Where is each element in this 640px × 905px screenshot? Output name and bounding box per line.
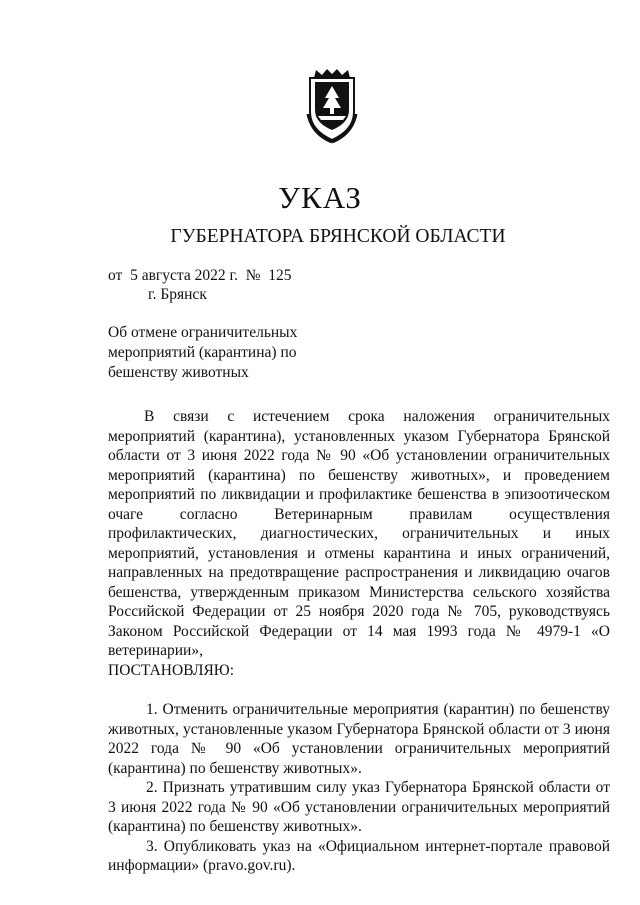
date-number-line: от 5 августа 2022 г. № 125	[108, 267, 292, 284]
coat-of-arms-icon	[302, 68, 362, 144]
document-body	[108, 407, 610, 876]
document-subtitle: ГУБЕРНАТОРА БРЯНСКОЙ ОБЛАСТИ	[170, 226, 506, 247]
decree-item-2: 2. Признать утратившим силу указ Губернатора Брянской области от 3 июня 2022 года № 90 «Об установлении ограничительных мероприятий (карантина) по бешенству животных».	[108, 779, 610, 835]
decree-word: ПОСТАНОВЛЯЮ:	[108, 661, 235, 679]
decree-item-3: 3. Опубликовать указ на «Официальном интернет-портале правовой информации» (pravo.gov.ru).	[108, 837, 610, 874]
city-line: г. Брянск	[148, 286, 207, 303]
document-meta	[108, 266, 292, 304]
document-subject: Об отмене ограничительных мероприятий (карантина) по бешенству животных	[108, 324, 298, 381]
document-title: УКАЗ	[278, 180, 362, 215]
preamble-paragraph: В связи с истечением срока наложения ограничительных мероприятий (карантина), установленных указом Губернатора Брянской области от 3 июня 2022 года № 90 «Об установлении ограничительных мероприятий (карантина) по бешенству животных», и проведением мероприятий по ликвидации и профилактике бешенства в эпизоотическом очаге согласно Ветеринарным правилам осуществления профилактических, диагностических, ограничительных и иных мероприятий, установления и отмены карантина и иных ограничений, направленных на предотвращение распространения и ликвидацию очагов бешенства, утвержденным приказом Министерства сельского хозяйства Российской Федерации от 25 ноября 2020 года № 705, руководствуясь Законом Российской Федерации от 14 мая 1993 года № 4979-1 «О ветеринарии»,	[108, 408, 610, 659]
decree-item-1: 1. Отменить ограничительные мероприятия (карантин) по бешенству животных, установленные указом Губернатора Брянской области от 3 июня 2022 года № 90 «Об установлении ограничительных мероприятий (карантина) по бешенству животных».	[108, 701, 610, 777]
